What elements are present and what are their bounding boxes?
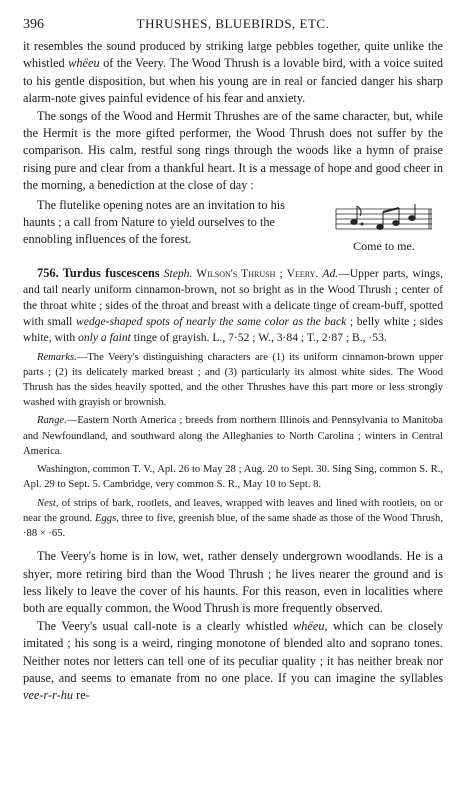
remarks-paragraph: Remarks.—The Veery's distinguishing characters are (1) its uniform cinnamon-brown upper parts ; (2) its delicately marked breast ; and (3) particularly its almost white sides. The Wood Thrush has the sides heavily spotted, and the other Thrushes have this part more or less strongly washed with grayish or brownish. — [23, 351, 443, 409]
nest-paragraph: Nest, of strips of bark, rootlets, and leaves, wrapped with leaves and lined with rootlets, on or near the ground. Eggs, three to five, greenish blue, of the same shade as those of the Wood Thrush, ·88 × ·65. — [23, 497, 443, 539]
running-header — [23, 16, 443, 38]
adult-label: Ad. — [322, 266, 339, 280]
species-number: 756. — [37, 265, 59, 280]
species-name: Turdus fuscescens — [62, 265, 160, 280]
paragraph-flutelike-notes: The flutelike opening notes are an invitation to his haunts ; a call from Nature to yield ourselves to the ennobling influences of the forest. — [23, 197, 285, 247]
running-title: THRUSHES, BLUEBIRDS, ETC. — [136, 16, 330, 31]
musical-staff-icon — [334, 203, 434, 237]
species-entry-756 — [23, 265, 443, 541]
common-name: Wilson's Thrush ; Veery. — [192, 266, 319, 280]
paragraph-veery-call: The Veery's usual call-note is a clearly whistled whëeu, which can be closely imitated ; his song is a weird, ringing monotone of blended alto and soprano tones. Neither notes nor letters can tell one of its peculiar quality ; it has neither break nor pause, and seems to emanate from no one place. If you can imagine the syllables vee-r-r-hu re- — [23, 618, 443, 703]
species-authority: Steph. — [163, 266, 193, 280]
paragraph-song-comparison: The songs of the Wood and Hermit Thrushes are of the same character, but, while the Hermit is the more gifted performer, the Wood Thrush does not suffer by the comparison. His calm, restful song rings through the woods like a hymn of praise rising pure and clear from a thankful heart. It is a message of hope and good cheer in the morning, a benediction at the close of day : — [23, 108, 443, 193]
music-notation-figure — [325, 197, 443, 254]
music-paragraph — [23, 197, 443, 254]
paragraph-wood-thrush-voice: it resembles the sound produced by striking large pebbles together, quite unlike the whistled whëeu of the Veery. The Wood Thrush is a lovable bird, with a voice suited to his gentle disposition, but when his young are in real or fancied danger his sharp alarm-note gives painful evidence of his fear and anxiety. — [23, 39, 443, 106]
range-paragraph: Range.—Eastern North America ; breeds from northern Illinois and Pennsylvania to Manitoba and Newfoundland, and southward along the Alleghanies to North Carolina ; winters in Central America. — [23, 415, 443, 457]
music-caption: Come to me. — [353, 238, 415, 253]
species-description: 756. Turdus fuscescens Steph. Wilson's Thrush ; Veery. Ad.—Upper parts, wings, and tail nearly uniform cinnamon-brown, not so bright as in the Wood Thrush ; center of the throat white ; sides of the throat and breast with a delicate tinge of cream-buff, spotted with small wedge-shaped spots of nearly the same color as the back ; belly white ; sides white, with only a faint tinge of grayish. L., 7·52 ; W., 3·84 ; T., 2·87 ; B., ·53. — [23, 265, 444, 345]
paragraph-veery-home: The Veery's home is in low, wet, rather densely undergrown woodlands. He is a shyer, more retiring bird than the Wood Thrush ; he lives nearer the ground and is less likely to leave the cover of his haunts. For this reason, even in localities where both are equally common, the Wood Thrush is more frequently observed. — [23, 549, 443, 616]
dates-paragraph: Washington, common T. V., Apl. 26 to May 28 ; Aug. 20 to Sept. 30. Sing Sing, common S. R., Apl. 29 to Sept. 5. Cambridge, very common S. R., May 10 to Sept. 8. — [23, 464, 443, 491]
page-number: 396 — [23, 17, 44, 32]
